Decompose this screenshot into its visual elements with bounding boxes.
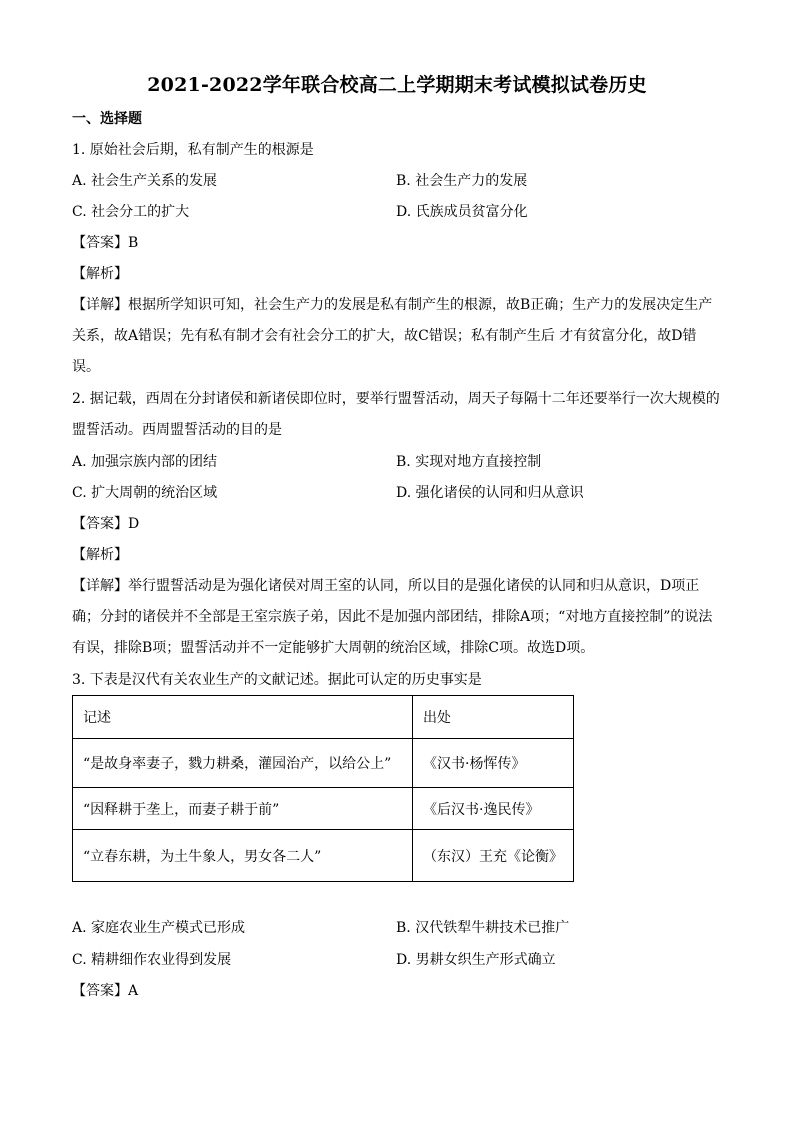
table-header-cell: 出处 <box>413 696 574 739</box>
question-3-option-a: A. 家庭农业生产模式已形成 <box>72 920 246 936</box>
question-2-option-d: D. 强化诸侯的认同和归从意识 <box>396 485 584 501</box>
question-3-option-d: D. 男耕女织生产形式确立 <box>396 952 556 968</box>
question-2-detail-line-2: 确；分封的诸侯并不全部是王室宗族子弟，因此不是加强内部团结，排除A项；“对地方直接控制”的说法 <box>72 609 713 625</box>
question-1-option-b: B. 社会生产力的发展 <box>396 173 528 189</box>
question-3-option-b: B. 汉代铁犁牛耕技术已推广 <box>396 920 570 936</box>
table-row <box>73 739 574 788</box>
question-2-option-a: A. 加强宗族内部的团结 <box>72 454 218 470</box>
question-1-option-c: C. 社会分工的扩大 <box>72 204 190 220</box>
question-1-analysis-label: 【解析】 <box>72 266 128 282</box>
question-2-analysis-label: 【解析】 <box>72 547 128 563</box>
table-cell: 《后汉书·逸民传》 <box>413 788 574 830</box>
question-3-stem: 3. 下表是汉代有关农业生产的文献记述。据此可认定的历史事实是 <box>72 672 482 688</box>
question-1-answer: 【答案】B <box>72 235 139 251</box>
question-1-stem: 1. 原始社会后期，私有制产生的根源是 <box>72 142 314 158</box>
table-cell: （东汉）王充《论衡》 <box>413 830 574 882</box>
question-3-option-c: C. 精耕细作农业得到发展 <box>72 952 232 968</box>
table-cell: “立春东耕，为土牛象人，男女各二人” <box>73 830 413 882</box>
question-2-answer: 【答案】D <box>72 516 140 532</box>
question-2-detail-line-1: 【详解】举行盟誓活动是为强化诸侯对周王室的认同，所以目的是强化诸侯的认同和归从意识，D项正 <box>72 578 700 594</box>
question-1-detail-line-3: 误。 <box>72 359 100 375</box>
question-3-answer: 【答案】A <box>72 983 139 999</box>
question-2-option-b: B. 实现对地方直接控制 <box>396 454 542 470</box>
question-1-option-d: D. 氏族成员贫富分化 <box>396 204 528 220</box>
question-1-detail-line-2: 关系，故A错误；先有私有制才会有社会分工的扩大，故C错误；私有制产生后 才有贫富分化，故D错 <box>72 328 697 344</box>
table-row <box>73 830 574 882</box>
question-1-detail-line-1: 【详解】根据所学知识可知，社会生产力的发展是私有制产生的根源，故B正确；生产力的发展决定生产 <box>72 297 713 313</box>
section-heading: 一、选择题 <box>72 111 142 127</box>
source-table <box>72 695 574 882</box>
question-2-detail-line-3: 有误，排除B项；盟誓活动并不一定能够扩大周朝的统治区域，排除C项。故选D项。 <box>72 640 595 656</box>
table-header-cell: 记述 <box>73 696 413 739</box>
table-cell: “是故身率妻子，戮力耕桑，灌园治产，以给公上” <box>73 739 413 788</box>
question-1-option-a: A. 社会生产关系的发展 <box>72 173 218 189</box>
document-title: 2021-2022学年联合校高二上学期期末考试模拟试卷历史 <box>147 74 647 96</box>
question-2-stem-line-2: 盟誓活动。西周盟誓活动的目的是 <box>72 422 282 438</box>
table-cell: 《汉书·杨恽传》 <box>413 739 574 788</box>
table-header-row <box>73 696 574 739</box>
table-row <box>73 788 574 830</box>
question-2-stem-line-1: 2. 据记载，西周在分封诸侯和新诸侯即位时，要举行盟誓活动，周天子每隔十二年还要举行一次大规模的 <box>72 391 720 407</box>
question-2-option-c: C. 扩大周朝的统治区域 <box>72 485 218 501</box>
table-cell: “因释耕于垄上，而妻子耕于前” <box>73 788 413 830</box>
